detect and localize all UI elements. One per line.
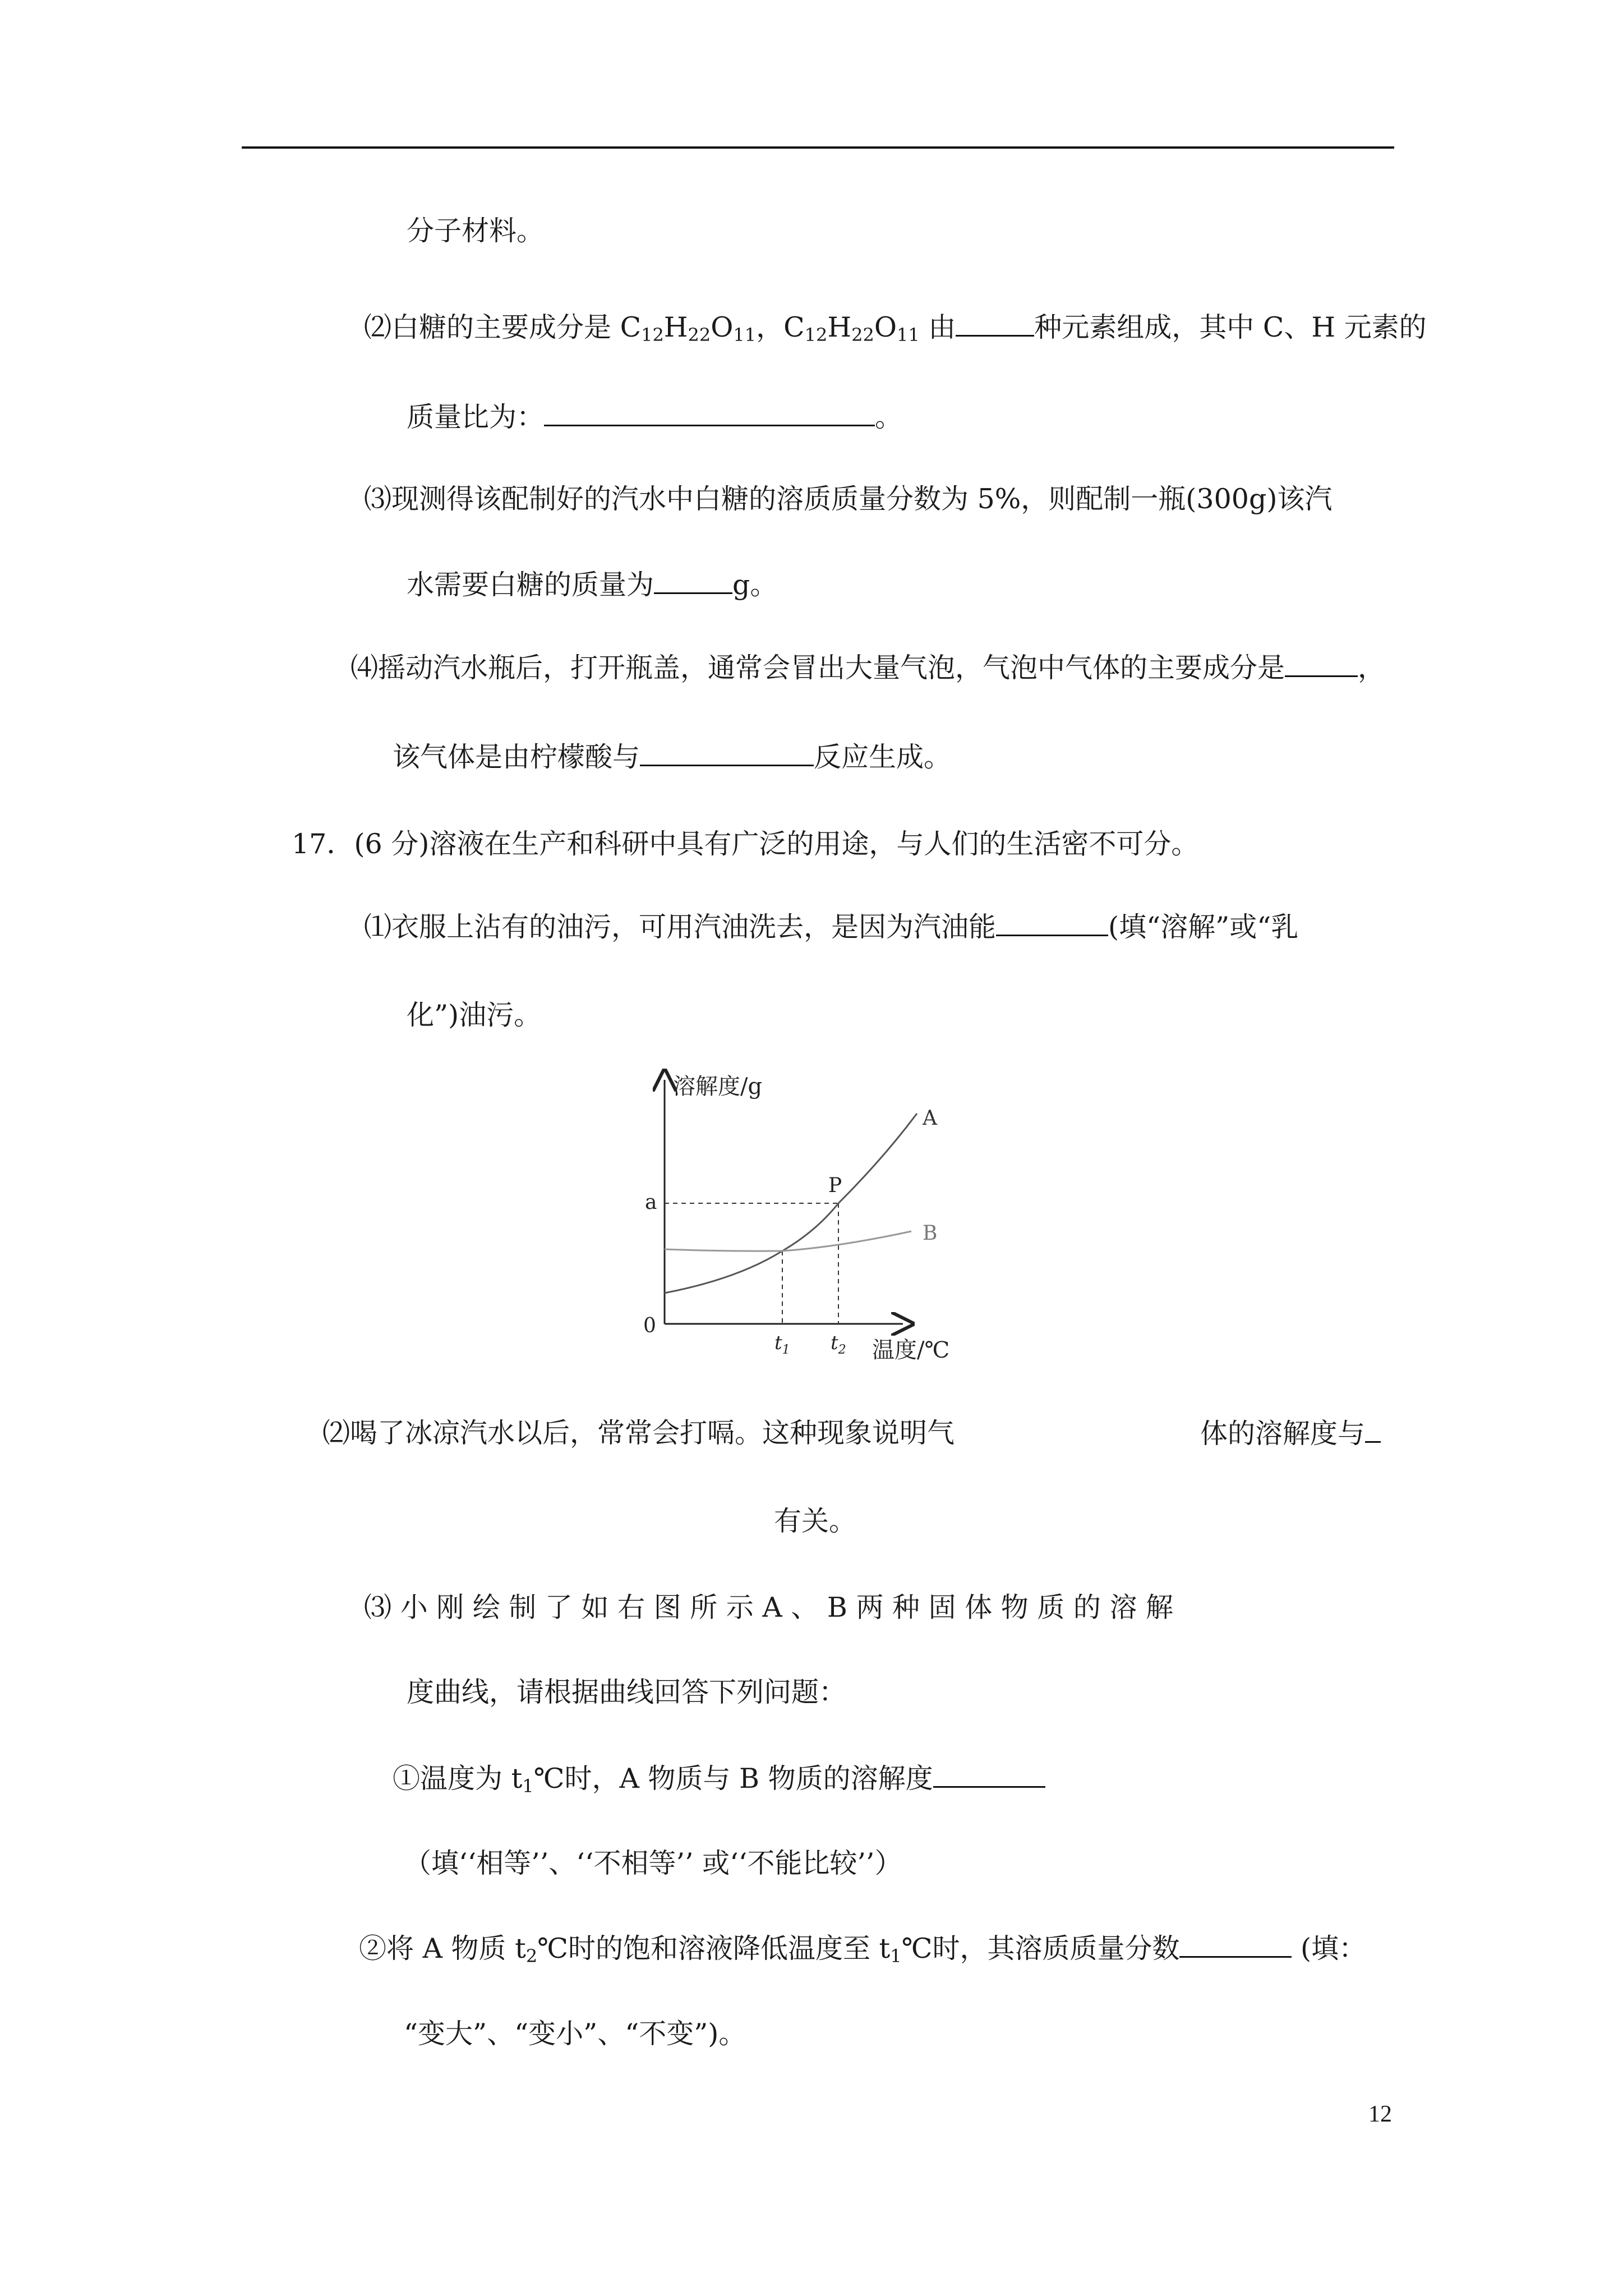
- answer-blank[interactable]: [996, 910, 1108, 936]
- q17-part1-line2: 化”)油污。: [407, 999, 542, 1031]
- y-axis-label: 溶解度/g: [673, 1074, 763, 1099]
- point-p-label: P: [828, 1174, 842, 1197]
- q16-part3-line2: 水需要白糖的质量为 g。: [407, 569, 778, 601]
- q16-part2-line1: ⑵白糖的主要成分是 $C_{12}H_{22}O_{11}$，$C_{12}H_{22}O_{11}$ 由 种元素组成，其中 C、H 元素的: [364, 311, 1427, 346]
- q17-sub2-line2: “变大”、“变小”、“不变”)。: [404, 2018, 746, 2050]
- answer-blank[interactable]: [1285, 651, 1358, 677]
- answer-blank[interactable]: [544, 400, 875, 426]
- q17-part2-line1-left: ⑵喝了冰凉汽水以后，常常会打嗝。这种现象说明气: [322, 1417, 955, 1449]
- q17-part2-line1-right: 体的溶解度与: [1200, 1416, 1381, 1451]
- page-number: 12: [1368, 2101, 1392, 2127]
- q16-part2-line2: 质量比为： 。: [407, 401, 903, 433]
- q16-part3-line1: ⑶现测得该配制好的汽水中白糖的溶质质量分数为 5%，则配制一瓶(300g)该汽: [364, 483, 1332, 515]
- answer-blank[interactable]: [654, 568, 732, 594]
- q16-part4-line2: 该气体是由柠檬酸与 反应生成。: [393, 741, 952, 773]
- curve-b-label: B: [923, 1222, 938, 1245]
- curve-a-label: A: [923, 1107, 937, 1130]
- t1-tick-label: $t_1$: [774, 1332, 790, 1357]
- q17-sub2-line1: ②将 A 物质 $t_2℃$时的饱和溶液降低温度至 $t_1℃$时，其溶质质量分数 (填：: [359, 1932, 1367, 1967]
- answer-blank[interactable]: [1365, 1416, 1381, 1443]
- origin-label: 0: [643, 1314, 656, 1337]
- q17-sub1-line1: ①温度为 $t_1℃$时，A 物质与 B 物质的溶解度: [393, 1761, 1045, 1796]
- q16-line0: 分子材料。: [407, 215, 545, 247]
- answer-blank[interactable]: [956, 310, 1034, 337]
- solubility-chart: [603, 1069, 1023, 1383]
- t2-tick-label: $t_2$: [831, 1332, 846, 1357]
- q17-part2-line2: 有关。: [774, 1505, 857, 1537]
- answer-blank[interactable]: [1179, 1931, 1292, 1958]
- q17-stem: 17．(6 分)溶液在生产和科研中具有广泛的用途，与人们的生活密不可分。: [292, 828, 1199, 860]
- x-axis-label: 温度/℃: [872, 1337, 950, 1363]
- answer-blank[interactable]: [640, 740, 814, 766]
- q16-part4-line1: ⑷摇动汽水瓶后，打开瓶盖，通常会冒出大量气泡，气泡中气体的主要成分是 ，: [351, 652, 1386, 684]
- q17-part1-line1: ⑴衣服上沾有的油污，可用汽油洗去，是因为汽油能 (填“溶解”或“乳: [364, 911, 1299, 943]
- q17-sub1-line2: （填‘‘相等’’、‘‘不相等’’ 或‘‘不能比较’’）: [404, 1847, 902, 1879]
- a-label: a: [645, 1191, 657, 1214]
- answer-blank[interactable]: [933, 1761, 1045, 1788]
- q17-part3-line2: 度曲线，请根据曲线回答下列问题：: [407, 1676, 847, 1708]
- q17-part3-line1: ⑶ 小 刚 绘 制 了 如 右 图 所 示 A 、 B 两 种 固 体 物 质 的 溶 解: [364, 1591, 1174, 1623]
- header-rule: [242, 146, 1394, 149]
